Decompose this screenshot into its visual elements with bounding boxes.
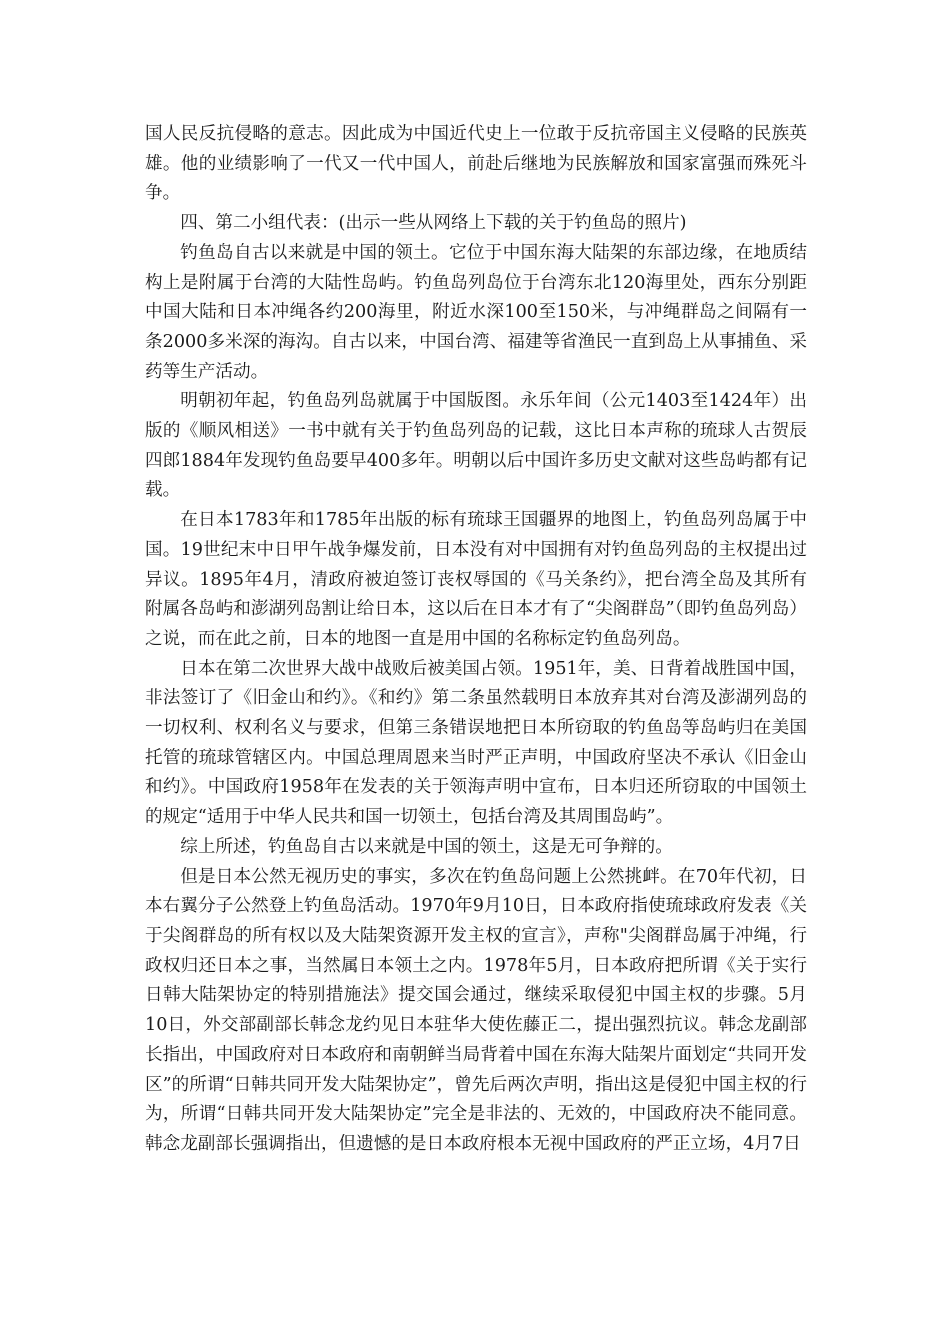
paragraph-ming-dynasty: 明朝初年起，钓鱼岛列岛就属于中国版图。永乐年间（公元1403至1424年）出版的《顺风相送》一书中就有关于钓鱼岛列岛的记载，这比日本声称的琉球人古贺辰四郎1884年发现钓鱼岛要早400多年。明朝以后中国许多历史文献对这些岛屿都有记载。 bbox=[145, 391, 807, 501]
paragraph-diaoyu-geography: 钓鱼岛自古以来就是中国的领土。它位于中国东海大陆架的东部边缘，在地质结构上是附属于台湾的大陆性岛屿。钓鱼岛列岛位于台湾东北120海里处，西东分别距中国大陆和日本冲绳各约200海里，附近水深100至150米，与冲绳群岛之间隔有一条2000多米深的海沟。自古以来，中国台湾、福建等省渔民一直到岛上从事捕鱼、采药等生产活动。 bbox=[145, 242, 807, 382]
document-page bbox=[145, 120, 807, 1160]
paragraph-group-two-heading: 四、第二小组代表：(出示一些从网络上下载的关于钓鱼岛的照片) bbox=[180, 213, 687, 234]
paragraph-lin-zexu-conclusion: 国人民反抗侵略的意志。因此成为中国近代史上一位敢于反抗帝国主义侵略的民族英雄。他的业绩影响了一代又一代中国人，前赴后继地为民族解放和国家富强而殊死斗争。 bbox=[145, 124, 807, 204]
paragraph-japanese-provocation: 但是日本公然无视历史的事实，多次在钓鱼岛问题上公然挑衅。在70年代初，日本右翼分子公然登上钓鱼岛活动。1970年9月10日，日本政府指使琉球政府发表《关于尖阁群岛的所有权以及大陆架资源开发主权的宣言》，声称"尖阁群岛属于冲绳，行政权归还日本之事，当然属日本领土之内。1978年5月，日本政府把所谓《关于实行日韩大陆架协定的特别措施法》提交国会通过，继续采取侵犯中国主权的步骤。5月10日，外交部副部长韩念龙约见日本驻华大使佐藤正二，提出强烈抗议。韩念龙副部长指出，中国政府对日本政府和南朝鲜当局背着中国在东海大陆架片面划定“共同开发区”的所谓“日韩共同开发大陆架协定”，曾先后两次声明，指出这是侵犯中国主权的行为，所谓“日韩共同开发大陆架协定”完全是非法的、无效的，中国政府决不能同意。韩念龙副部长强调指出，但遗憾的是日本政府根本无视中国政府的严正立场，4月7日 bbox=[145, 866, 807, 1154]
paragraph-summary: 综上所述，钓鱼岛自古以来就是中国的领土，这是无可争辩的。 bbox=[180, 836, 673, 857]
paragraph-japanese-maps: 在日本1783年和1785年出版的标有琉球王国疆界的地图上，钓鱼岛列岛属于中国。19世纪末中日甲午战争爆发前，日本没有对中国拥有对钓鱼岛列岛的主权提出过异议。1895年4月，清政府被迫签订丧权辱国的《马关条约》，把台湾全岛及其所有附属各岛屿和澎湖列岛割让给日本，这以后在日本才有了“尖阁群岛”（即钓鱼岛列岛）之说，而在此之前，日本的地图一直是用中国的名称标定钓鱼岛列岛。 bbox=[145, 510, 807, 649]
paragraph-postwar: 日本在第二次世界大战中战败后被美国占领。1951年，美、日背着战胜国中国，非法签订了《旧金山和约》。《和约》第二条虽然载明日本放弃其对台湾及澎湖列岛的一切权利、权利名义与要求，但第三条错误地把日本所窃取的钓鱼岛等岛屿归在美国托管的琉球管辖区内。中国总理周恩来当时严正声明，中国政府坚决不承认《旧金山和约》。中国政府1958年在发表的关于领海声明中宣布，日本归还所窃取的中国领土的规定“适用于中华人民共和国一切领土，包括台湾及其周围岛屿”。 bbox=[145, 658, 807, 828]
